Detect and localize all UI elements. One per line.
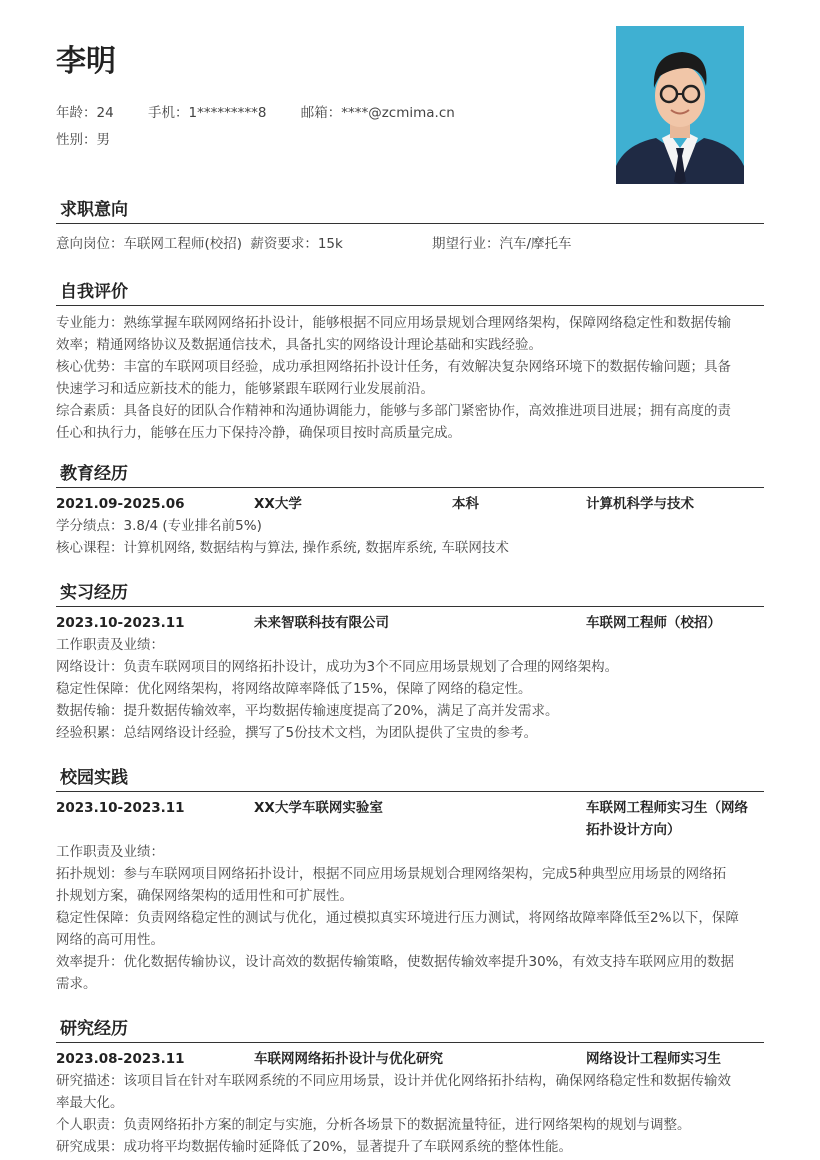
period: 2021.09-2025.06 — [56, 496, 185, 512]
text-line: 网络设计：负责车联网项目的网络拓扑设计，成功为3个不同应用场景规划了合理的网络架构。 — [56, 659, 619, 675]
age-value: 24 — [96, 105, 114, 121]
text-line: 扑规划方案，确保网络架构的适用性和可扩展性。 — [56, 888, 353, 904]
project: 车联网网络拓扑设计与优化研究 — [254, 1051, 443, 1067]
job-intention-row — [56, 233, 764, 255]
email-label: 邮箱： — [300, 105, 342, 121]
text-line: 工作职责及业绩： — [56, 637, 164, 653]
gender-value: 男 — [96, 132, 110, 148]
profile-photo — [616, 26, 744, 184]
role: 网络设计工程师实习生 — [586, 1051, 721, 1067]
internship-section — [56, 580, 764, 744]
degree: 本科 — [452, 496, 479, 512]
phone-label: 手机： — [147, 105, 189, 121]
internship-header-row — [56, 612, 764, 634]
position-label: 意向岗位： — [56, 236, 124, 252]
text-line: 需求。 — [56, 976, 97, 992]
contact-row — [56, 101, 455, 121]
phone-value: 1*********8 — [188, 105, 267, 121]
gender-label: 性别： — [56, 132, 97, 148]
text-line: 效率提升：优化数据传输协议，设计高效的数据传输策略，使数据传输效率提升30%，有效支持车联网应用的数据 — [56, 954, 735, 970]
resume-name: 李明 — [56, 44, 116, 79]
section-title: 求职意向 — [56, 197, 764, 224]
gender-row — [56, 128, 110, 148]
period: 2023.10-2023.11 — [56, 800, 185, 816]
position-value: 车联网工程师(校招) — [123, 236, 243, 252]
research-section — [56, 1016, 764, 1158]
text-line: 核心优势：丰富的车联网项目经验，成功承担网络拓扑设计任务，有效解决复杂网络环境下的数据传输问题；具备 — [56, 359, 731, 375]
text-line: 综合素质：具备良好的团队合作精神和沟通协调能力，能够与多部门紧密协作，高效推进项目进展；拥有高度的责 — [56, 403, 731, 419]
industry-label: 期望行业： — [432, 236, 500, 252]
text-line: 快速学习和适应新技术的能力，能够紧跟车联网行业发展前沿。 — [56, 381, 434, 397]
text-line: 个人职责：负责网络拓扑方案的制定与实施，分析各场景下的数据流量特征，进行网络架构的规划与调整。 — [56, 1117, 691, 1133]
education-header-row — [56, 493, 764, 515]
text-line: 效率；精通网络协议及数据通信技术，具备扎实的网络设计理论基础和实践经验。 — [56, 337, 542, 353]
role-line: 拓扑设计方向） — [586, 822, 681, 838]
section-title: 实习经历 — [56, 580, 764, 607]
email-value: ****@zcmima.cn — [341, 105, 455, 121]
age-label: 年龄： — [56, 105, 97, 121]
self-evaluation-section — [56, 279, 764, 444]
major: 计算机科学与技术 — [586, 496, 694, 512]
self-evaluation-body — [56, 312, 764, 444]
text-line: 专业能力：熟练掌握车联网网络拓扑设计，能够根据不同应用场景规划合理网络架构，保障网络稳定性和数据传输 — [56, 315, 731, 331]
school: XX大学 — [254, 496, 302, 512]
text-line: 研究描述：该项目旨在针对车联网系统的不同应用场景，设计并优化网络拓扑结构，确保网络稳定性和数据传输效 — [56, 1073, 731, 1089]
period: 2023.08-2023.11 — [56, 1051, 185, 1067]
text-line: 率最大化。 — [56, 1095, 124, 1111]
job-intention-section — [56, 197, 764, 255]
section-title: 教育经历 — [56, 461, 764, 488]
period: 2023.10-2023.11 — [56, 615, 185, 631]
section-title: 校园实践 — [56, 765, 764, 792]
text-line: 核心课程：计算机网络, 数据结构与算法, 操作系统, 数据库系统, 车联网技术 — [56, 540, 509, 556]
text-line: 稳定性保障：优化网络架构，将网络故障率降低了15%，保障了网络的稳定性。 — [56, 681, 532, 697]
salary-label: 薪资要求： — [250, 236, 318, 252]
text-line: 经验积累：总结网络设计经验，撰写了5份技术文档，为团队提供了宝贵的参考。 — [56, 725, 538, 741]
education-section — [56, 461, 764, 559]
text-line: 稳定性保障：负责网络稳定性的测试与优化，通过模拟真实环境进行压力测试，将网络故障率降低至2%以下，保障 — [56, 910, 739, 926]
text-line: 学分绩点：3.8/4 (专业排名前5%) — [56, 518, 262, 534]
text-line: 数据传输：提升数据传输效率，平均数据传输速度提高了20%，满足了高并发需求。 — [56, 703, 559, 719]
text-line: 研究成果：成功将平均数据传输时延降低了20%，显著提升了车联网系统的整体性能。 — [56, 1139, 573, 1155]
text-line: 工作职责及业绩： — [56, 844, 164, 860]
role: 车联网工程师（校招） — [586, 615, 721, 631]
salary-value: 15k — [317, 236, 343, 252]
text-line: 拓扑规划：参与车联网项目网络拓扑设计，根据不同应用场景规划合理网络架构，完成5种典型应用场景的网络拓 — [56, 866, 727, 882]
text-line: 任心和执行力，能够在压力下保持冷静，确保项目按时高质量完成。 — [56, 425, 461, 441]
role — [586, 797, 764, 841]
section-title: 研究经历 — [56, 1016, 764, 1043]
role-line: 车联网工程师实习生（网络 — [586, 800, 748, 816]
organization: XX大学车联网实验室 — [254, 800, 383, 816]
industry-group — [432, 233, 572, 255]
campus-section — [56, 765, 764, 995]
company: 未来智联科技有限公司 — [254, 615, 389, 631]
industry-value: 汽车/摩托车 — [499, 236, 572, 252]
section-title: 自我评价 — [56, 279, 764, 306]
campus-header-row — [56, 797, 764, 841]
research-header-row — [56, 1048, 764, 1070]
profile-photo-illustration — [616, 26, 744, 184]
text-line: 网络的高可用性。 — [56, 932, 164, 948]
